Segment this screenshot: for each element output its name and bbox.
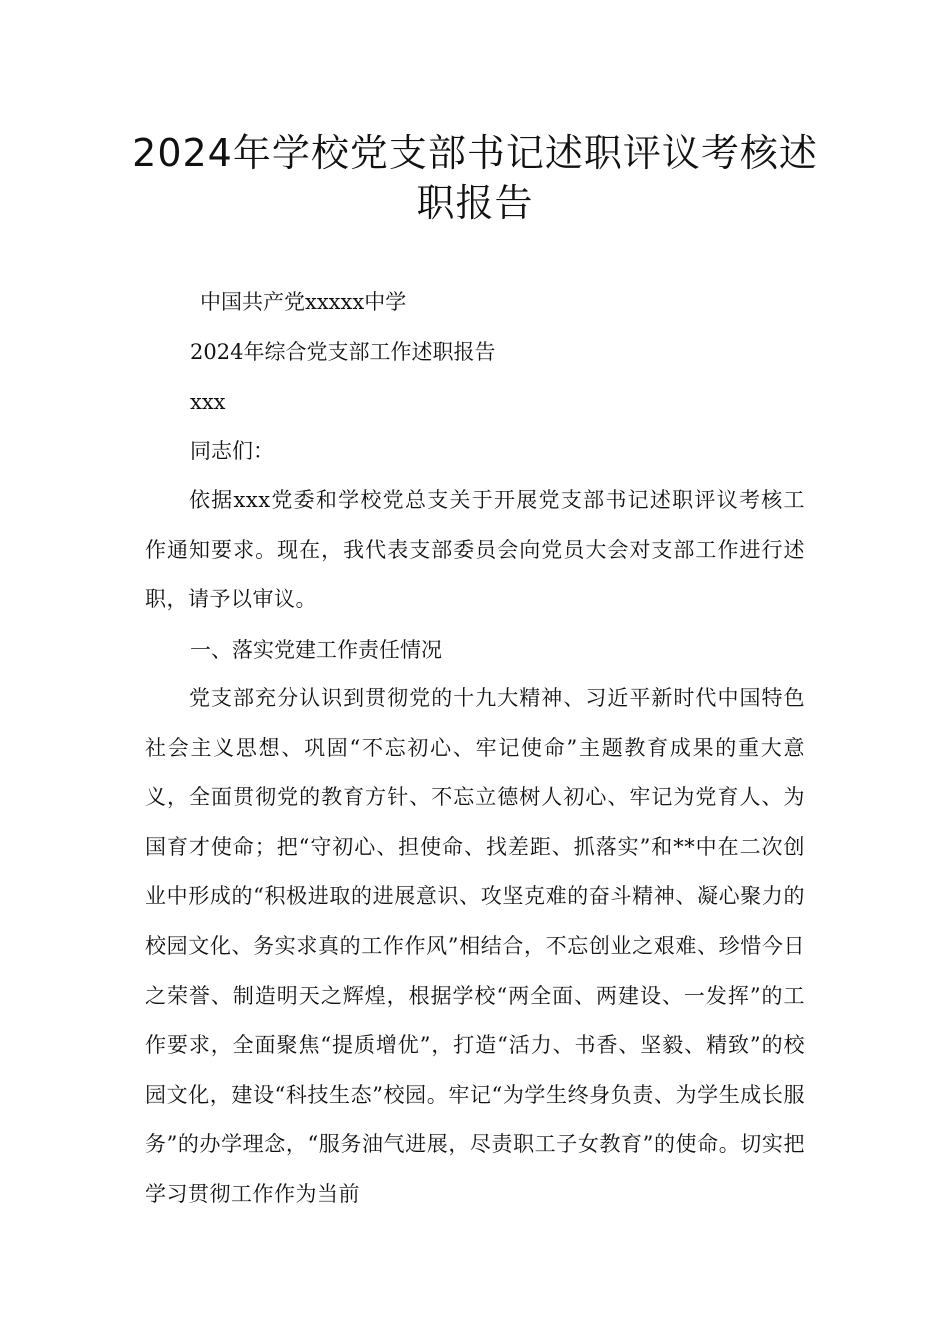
author-line: xxx: [190, 390, 226, 414]
title-line-1: 2024年学校党支部书记述职评议考核述: [132, 131, 818, 175]
title-line-2: 职报告: [416, 181, 534, 225]
section-1-heading: 一、落实党建工作责任情况: [190, 638, 442, 662]
intro-paragraph: 依据xxx党委和学校党总支关于开展党支部书记述职评议考核工作通知要求。现在，我代表支部委员会向党员大会对支部工作进行述职，请予以审议。: [145, 488, 805, 612]
organization-line: 中国共产党xxxxx中学: [200, 290, 407, 314]
salutation: 同志们：: [190, 439, 274, 463]
section-1-paragraph: 党支部充分认识到贯彻党的十九大精神、习近平新时代中国特色社会主义思想、巩固“不忘初心、牢记使命”主题教育成果的重大意义，全面贯彻党的教育方针、不忘立德树人初心、牢记为党育人、为国育才使命；把“守初心、担使命、找差距、抓落实”和**中在二次创业中形成的“积极进取的进展意识、攻坚克难的奋斗精神、凝心聚力的校园文化、务实求真的工作作风”相结合，不忘创业之艰难、珍惜今日之荣誉、制造明天之辉煌，根据学校“两全面、两建设、一发挥”的工作要求，全面聚焦“提质增优”，打造“活力、书香、坚毅、精致”的校园文化，建设“科技生态”校园。牢记“为学生终身负责、为学生成长服务”的办学理念，“服务油气进展，尽责职工子女教育”的使命。切实把学习贯彻工作作为当前: [145, 686, 805, 1206]
document-title: [100, 128, 850, 228]
report-subtitle: 2024年综合党支部工作述职报告: [190, 340, 496, 364]
